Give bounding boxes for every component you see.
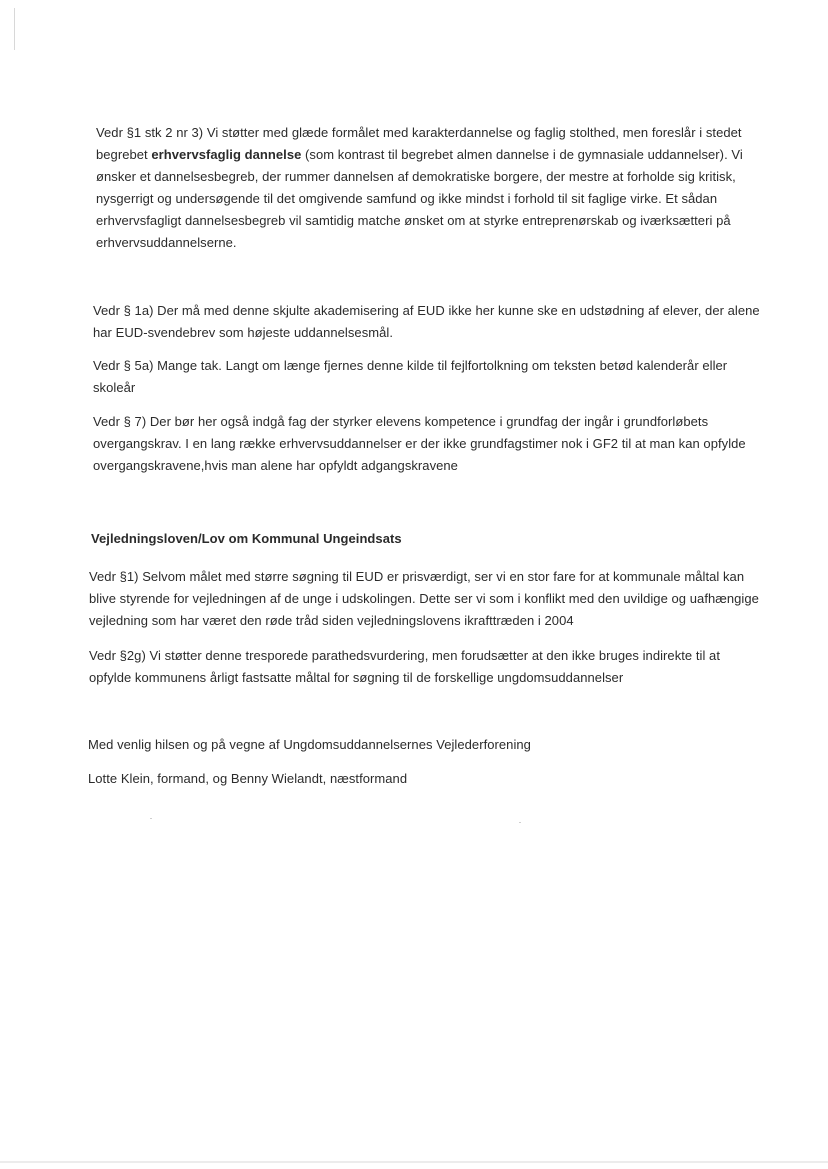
paragraph-vejledning-section-1: Vedr §1) Selvom målet med større søgning til EUD er prisværdigt, ser vi en stor fare for at kommunale måltal kan blive styrende for vejledningen af de unge i udskolingen. Dette ser vi som i konflikt med den uvildige og uafhængige vejledning som har været den røde tråd siden vejledningslovens ikrafttræden i 2004: [89, 569, 759, 628]
paragraph-section-1-stk-2: [96, 122, 766, 254]
paragraph-vejledning-section-2g: Vedr §2g) Vi støtter denne tresporede parathedsvurdering, men forudsætter at den ikke bruges indirekte til at opfylde kommunens årligt fastsatte måltal for søgning til de forskellige ungdomsuddannelser: [89, 648, 721, 685]
paragraph-text: (som kontrast til begrebet almen dannelse i de gymnasiale uddannelser). Vi ønsker et dannelsesbegreb, der rummer dannelsen af demokratiske borgere, der mestre at forholde sig kritisk, nysgerrigt og undersøgende til det omgivende samfund og ikke mindst i forhold til sit faglige virke. Et sådan erhvervsfagligt dannelsesbegreb vil samtidig matche ønsket om at styrke entreprenørskab og iværksætteri på erhvervsuddannelserne.: [96, 147, 743, 250]
signature-line: Lotte Klein, formand, og Benny Wielandt, næstformand: [88, 771, 408, 786]
scan-speck: [150, 818, 152, 819]
paragraph-section-1a: Vedr § 1a) Der må med denne skjulte akademisering af EUD ikke her kunne ske en udstødning af elever, der alene har EUD-svendebrev som højeste uddannelsesmål.: [93, 303, 760, 340]
section-heading: Vejledningsloven/Lov om Kommunal Ungeindsats: [91, 531, 402, 546]
scan-margin-mark: [14, 8, 15, 50]
paragraph-section-7: Vedr § 7) Der bør her også indgå fag der styrker elevens kompetence i grundfag der ingår i grundforløbets overgangskrav. I en lang række erhvervsuddannelser er der ikke grundfagstimer nok i GF2 til at man kan opfylde overgangskravene,hvis man alene har opfyldt adgangskravene: [93, 414, 746, 473]
scan-bottom-edge: [0, 1161, 828, 1163]
bold-term: erhvervsfaglig dannelse: [151, 147, 302, 162]
paragraph-section-5a: Vedr § 5a) Mange tak. Langt om længe fjernes denne kilde til fejlfortolkning om teksten betød kalenderår eller skoleår: [93, 358, 728, 395]
paragraph-text: Vedr §1 stk 2 nr 3) Vi støtter med glæde formålet med karakterdannelse og faglig stolthed, men foreslår i stedet begrebet: [96, 125, 742, 162]
scan-speck: [519, 822, 521, 823]
closing-greeting: Med venlig hilsen og på vegne af Ungdomsuddannelsernes Vejlederforening: [88, 737, 531, 752]
